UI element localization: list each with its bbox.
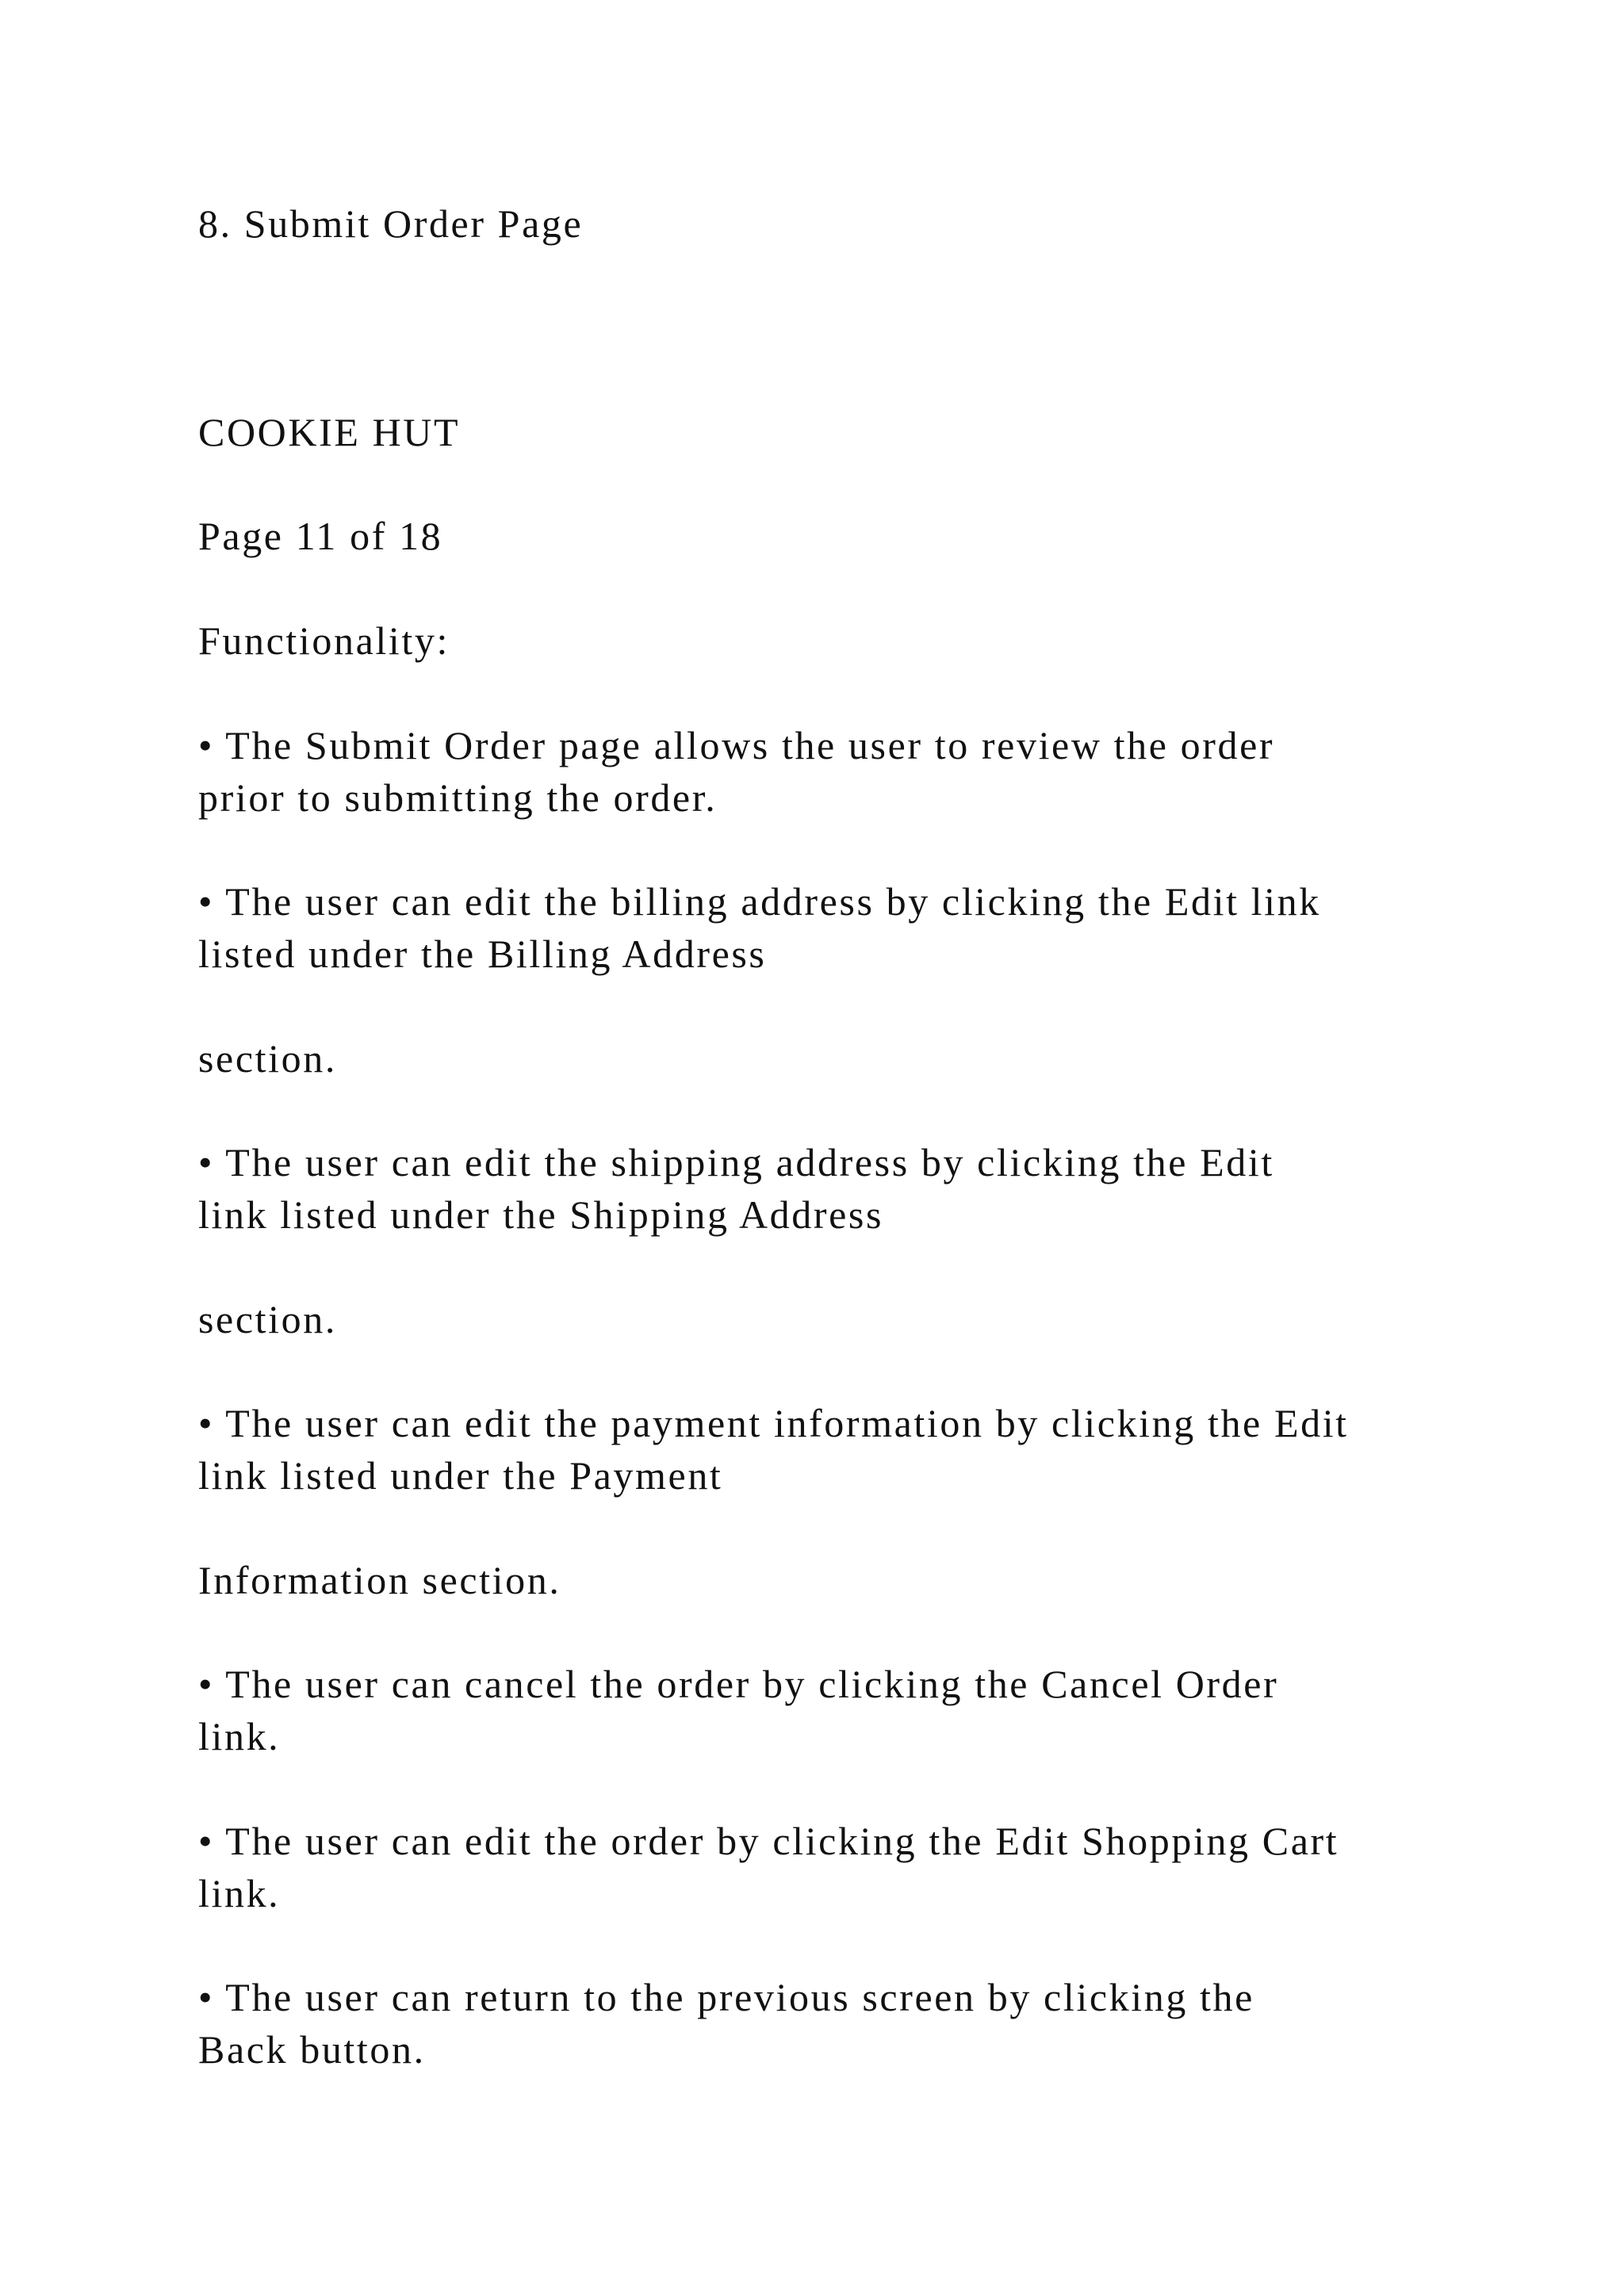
bullet-billing-address-line-2: listed under the Billing Address bbox=[198, 932, 767, 976]
bullet-shipping-address-line-2: link listed under the Shipping Address bbox=[198, 1192, 884, 1237]
bullet-cancel-order-line-1: • The user can cancel the order by clicking the Cancel Order bbox=[198, 1662, 1279, 1706]
bullet-billing-address-line-1: • The user can edit the billing address by clicking the Edit link bbox=[198, 879, 1321, 924]
page-number: Page 11 of 18 bbox=[198, 514, 443, 558]
bullet-cancel-order-line-2: link. bbox=[198, 1714, 281, 1758]
section-heading: 8. Submit Order Page bbox=[198, 201, 584, 246]
bullet-back-button-line-1: • The user can return to the previous screen by clicking the bbox=[198, 1975, 1254, 2019]
bullet-review-order-line-2: prior to submitting the order. bbox=[198, 775, 718, 820]
bullet-payment-info-line-3: Information section. bbox=[198, 1558, 561, 1602]
bullet-payment-info-line-2: link listed under the Payment bbox=[198, 1453, 723, 1498]
bullet-payment-info-line-1: • The user can edit the payment information by clicking the Edit bbox=[198, 1401, 1349, 1445]
bullet-shipping-address-line-3: section. bbox=[198, 1297, 337, 1341]
bullet-review-order-line-1: • The Submit Order page allows the user to review the order bbox=[198, 723, 1275, 767]
bullet-edit-cart-line-2: link. bbox=[198, 1871, 281, 1915]
bullet-shipping-address-line-1: • The user can edit the shipping address by clicking the Edit bbox=[198, 1140, 1274, 1184]
bullet-billing-address-line-3: section. bbox=[198, 1036, 337, 1081]
functionality-label: Functionality: bbox=[198, 618, 450, 663]
bullet-back-button-line-2: Back button. bbox=[198, 2027, 426, 2072]
bullet-edit-cart-line-1: • The user can edit the order by clicking the Edit Shopping Cart bbox=[198, 1819, 1339, 1863]
company-name: COOKIE HUT bbox=[198, 410, 461, 454]
